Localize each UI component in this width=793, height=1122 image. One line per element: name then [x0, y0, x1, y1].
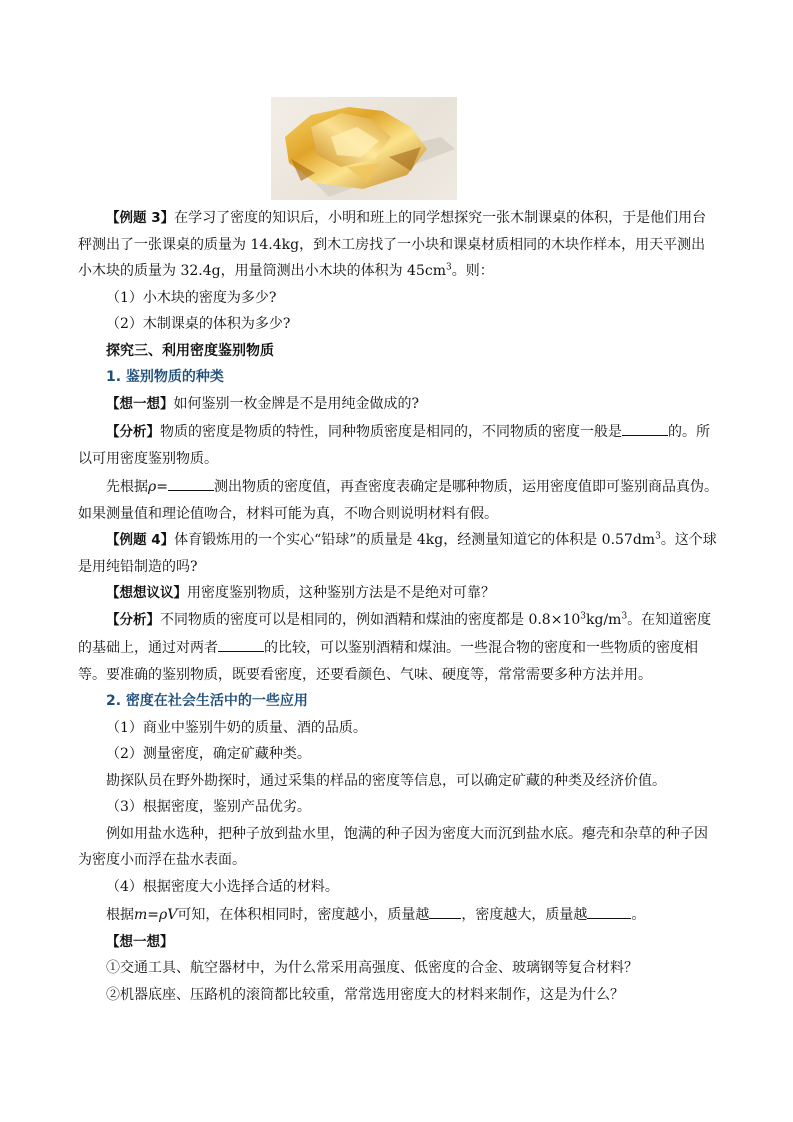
- fill-blank[interactable]: [218, 633, 264, 652]
- application-4-text: [78, 900, 718, 929]
- first-step-paragraph: [78, 472, 718, 527]
- example-4-tag: 【例题 4】: [106, 532, 175, 548]
- application-4-b: 可知，在体积相同时，密度越小，质量越: [177, 907, 430, 923]
- think-tag: 【想一想】: [106, 395, 174, 412]
- discuss: [78, 580, 718, 607]
- first-step-b: 测出物质的密度值，再查密度表确定是哪种物质，运用密度值即可鉴别商品真伪。如果测量值和理论值吻合，材料可能为真，不吻合则说明材料有假。: [78, 479, 718, 522]
- example-3-question-2: （2）木制课桌的体积为多少?: [106, 316, 291, 332]
- analysis-2-sup2: 3: [621, 610, 628, 621]
- application-2-text: 勘探队员在野外勘探时，通过采集的样品的密度等信息，可以确定矿藏的种类及经济价值。: [106, 772, 666, 789]
- fill-blank[interactable]: [168, 472, 214, 491]
- subsection-1-title: 1. 鉴别物质的种类: [106, 369, 224, 385]
- section-3-title: 探究三、利用密度鉴别物质: [106, 342, 274, 359]
- analysis-2-a1: 不同物质的密度可以是相同的，例如酒精和煤油的密度都是 0.8×10: [160, 611, 581, 628]
- analysis-2-a3: 的比较，可以鉴别酒精和煤油。一些混合物的密度和一些物质的密度相等。要准确的鉴别物质，既要看密度，还要看颜色、气味、硬度等，常常需要多种方法并用。: [78, 640, 698, 683]
- application-4-a: 根据: [106, 907, 134, 923]
- think-1: [78, 391, 718, 418]
- example-4-text: 体育锻炼用的一个实心“铅球”的质量是 4kg，经测量知道它的体积是 0.57dm: [174, 532, 656, 548]
- subsection-2-title: 2. 密度在社会生活中的一些应用: [106, 693, 308, 709]
- gold-leaf-image: [271, 97, 457, 200]
- application-1: （1）商业中鉴别牛奶的质量、酒的品质。: [106, 719, 367, 736]
- analysis-1-part-b: 的。所以可用密度鉴别物质。: [78, 424, 710, 467]
- analysis-2-unit: kg/m: [586, 611, 622, 628]
- application-4-c: ，密度越大，质量越: [461, 907, 588, 923]
- think-text: 如何鉴别一枚金牌是不是用纯金做成的?: [173, 395, 420, 412]
- think-2-question-2: ②机器底座、压路机的滚筒都比较重，常常选用密度大的材料来制作，这是为什么？: [106, 986, 624, 1003]
- fill-blank[interactable]: [622, 417, 668, 436]
- fill-blank[interactable]: [587, 900, 631, 919]
- first-step-a: 先根据: [106, 479, 148, 495]
- example-4-sup: 3: [655, 531, 661, 542]
- analysis-1-part-a: 物质的密度是物质的特性，同种物质密度是相同的，不同物质的密度一般是: [160, 424, 622, 440]
- rho-formula: ρ=: [148, 479, 168, 495]
- think-2-tag: [78, 929, 718, 956]
- fill-blank[interactable]: [429, 900, 461, 919]
- analysis-tag: 【分析】: [106, 424, 160, 440]
- example-3-end: 。则：: [451, 263, 494, 279]
- application-3-text: 例如用盐水选种，把种子放到盐水里，饱满的种子因为密度大而沉到盐水底。瘪壳和杂草的种子因为密度小而浮在盐水表面。: [78, 825, 708, 868]
- example-3: [78, 205, 718, 285]
- discuss-tag: 【想想议议】: [106, 585, 187, 601]
- application-3: （3）根据密度，鉴别产品优劣。: [106, 799, 311, 815]
- analysis-2-sup: 3: [580, 610, 586, 621]
- application-4: （4）根据密度大小选择合适的材料。: [106, 878, 339, 895]
- example-4: [78, 527, 718, 580]
- example-4-end: 。这个球是用纯铅制造的吗?: [78, 532, 717, 575]
- analysis-2-a2: 。在知道密度的基础上，通过对两者: [78, 611, 712, 656]
- think-2-tag-text: 【想一想】: [106, 933, 174, 950]
- gold-leaf-photo-icon: [271, 97, 457, 200]
- analysis-2: [78, 607, 718, 689]
- example-3-sup: 3: [445, 262, 452, 273]
- example-3-question-1: （1）小木块的密度为多少?: [106, 289, 277, 306]
- analysis-1: [78, 417, 718, 472]
- analysis-2-tag: 【分析】: [106, 611, 160, 628]
- main-text: [78, 205, 718, 1008]
- application-4-d: 。: [631, 907, 646, 923]
- discuss-text: 用密度鉴别物质，这种鉴别方法是不是绝对可靠？: [187, 585, 495, 601]
- example-3-tag: 【例题 3】: [106, 210, 175, 226]
- application-2: （2）测量密度，确定矿藏种类。: [106, 746, 311, 762]
- think-2-question-1: ①交通工具、航空器材中，为什么常采用高强度、低密度的合金、玻璃钢等复合材料？: [106, 960, 638, 976]
- example-3-text: 在学习了密度的知识后，小明和班上的同学想探究一张木制课桌的体积，于是他们用台秤测出了一张课桌的质量为 14.4kg，到木工房找了一小块和课桌材质相同的木块作样本，用天平测出小木块的质量为 32.4g，用量筒测出小木块的体积为 45cm: [78, 210, 707, 279]
- mass-formula: m=ρV: [134, 907, 178, 923]
